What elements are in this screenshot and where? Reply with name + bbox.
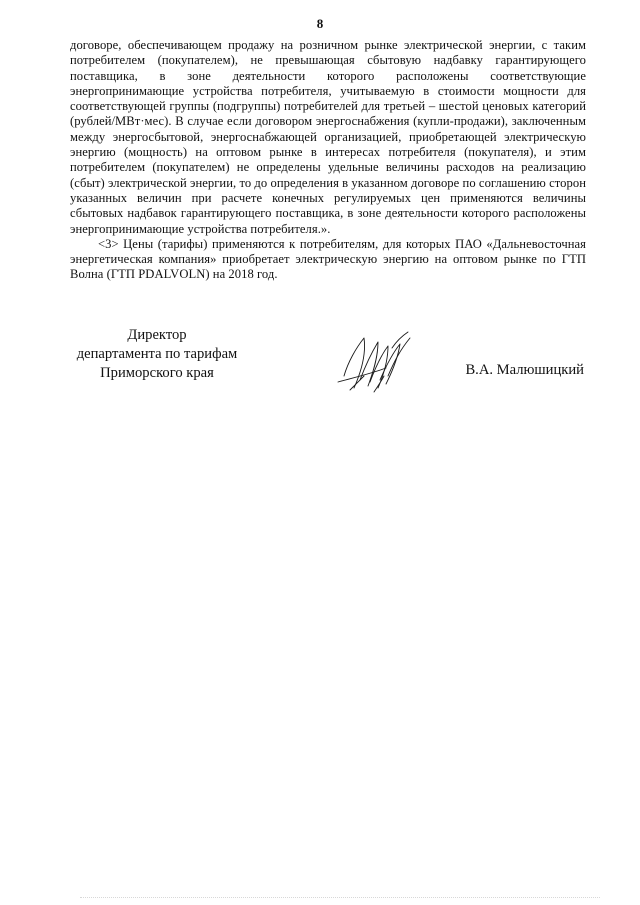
signatory-title-line-3: Приморского края [100,365,214,381]
page-number: 8 [316,16,324,31]
continuation-paragraph: договоре, обеспечивающем продажу на розничном рынке электрической энергии, с таким потребителем (покупателем), не превышающая сбытовую надбавку гарантирующего поставщика, в зоне деятельности которого расположены соответствующие энергопринимающие устройства потребителя, учитываемую в стоимости мощности для соответствующей группы (подгруппы) потребителей для третьей – шестой ценовых категорий (рублей/МВт·мес). В случае если договором энергоснабжения (купли-продажи), заключенным между энергосбытовой, энергоснабжающей организацией, приобретающей электрическую энергию (мощность) на оптовом рынке в интересах потребителя (покупателя), и этим потребителем (покупателем) не определены удельные величины расходов на реализацию (сбыт) электрической энергии, то до определения в указанном договоре по соглашению сторон указанных величин при расчете конечных регулируемых цен применяются величины сбытовых надбавок гарантирующего поставщика, в зоне деятельности которого расположены энергопринимающие устройства потребителя.». [70,38,586,236]
footnote-paragraph: <3> Цены (тарифы) применяются к потребителям, для которых ПАО «Дальневосточная энергетическая компания» приобретает электрическую энергию на оптовом рынке по ГТП Волна (ГТП PDALVOLN) на 2018 год. [70,236,586,282]
signatory-name: В.А. Малюшицкий [465,362,584,378]
signature-block [0,318,640,428]
handwritten-signature-icon [330,318,420,398]
scan-edge-artifact [80,897,600,900]
signatory-title [62,326,252,383]
signatory-title-line-2: департамента по тарифам [76,346,238,362]
signatory-title-line-1: Директор [127,327,187,343]
document-body [70,38,586,283]
